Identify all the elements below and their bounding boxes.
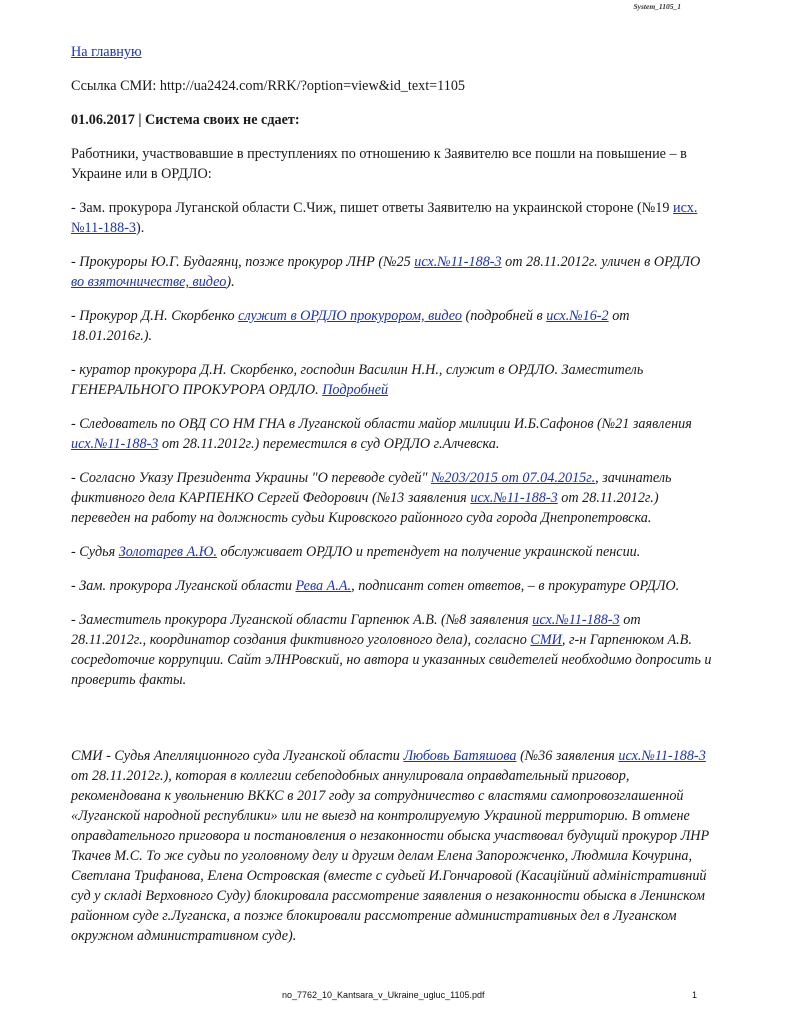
text-segment: (№36 заявления	[516, 748, 619, 764]
text-segment: - Следователь по ОВД СО НМ ГНА в Луганской области майор милиции И.Б.Сафонов (№21 заявления	[71, 416, 692, 432]
video-link[interactable]: служит в ОРДЛО прокурором, видео	[238, 308, 462, 324]
document-link[interactable]: исх.№11-188-3	[71, 436, 159, 452]
text-segment: - Согласно Указу Президента Украины "О переводе судей"	[71, 470, 431, 486]
text-segment: (подробней в	[461, 308, 547, 324]
page-number: 1	[692, 990, 698, 1000]
source-url: http://ua2424.com/RRK/?option=view&id_text=1105	[159, 78, 466, 94]
list-item	[71, 468, 713, 528]
text-segment: - Зам. прокурора Луганской области	[71, 578, 296, 594]
list-item	[71, 306, 713, 346]
text-segment: ).	[136, 220, 145, 236]
source-label: Ссылка СМИ:	[71, 78, 160, 94]
text-segment: - Судья	[71, 544, 119, 560]
details-link[interactable]: Подробней	[322, 382, 389, 398]
media-link[interactable]: СМИ	[530, 632, 562, 648]
document-link[interactable]: исх.№11-188-3	[618, 748, 706, 764]
document-content	[71, 42, 713, 960]
text-segment: СМИ - Судья Апелляционного суда Луганской области	[71, 748, 404, 764]
text-segment: ).	[226, 274, 235, 290]
article-title: 01.06.2017 | Система своих не сдает:	[71, 112, 300, 128]
document-link[interactable]: исх.№11-188-3	[470, 490, 558, 506]
prosecutor-link[interactable]: Рева А.А.	[295, 578, 352, 594]
list-item	[71, 542, 713, 562]
text-segment: - Зам. прокурора Луганской области С.Чиж, пишет ответы Заявителю на украинской стороне (№19	[71, 200, 674, 216]
list-item	[71, 360, 713, 400]
document-link[interactable]: исх.№11-188-3	[414, 254, 502, 270]
text-segment: от 28.11.2012г.), которая в коллегии себеподобных аннулировала оправдательный приговор, рекомендована к увольнению ВККС в 2017 году за сотрудничество с властями самопровозглашенной «Луганской народной республики» или не выезд на контролируемую Украиной территорию. В отмене оправдательного приговора и постановления о незаконности обыска участвовал будущий прокурор ЛНР Ткачев М.С. То же судьи по уголовному делу и другим делам Елена Запорожченко, Людмила Кочурина, Светлана Трифанова, Елена Островская (вместе с судьей И.Гончаровой (Касаційний адміністративний суд у складі Верховного Суду) блокировала рассмотрение заявления о незаконности обыска в Ленинском районном суде г.Луганска, а позже блокировали рассмотрение административных дел в Луганском окружном административном суде).	[71, 768, 710, 944]
text-segment: , г-н Гарпенюком А.В. сосредоточие коррупции. Сайт эЛНРовский, но автора и указанных свидетелей необходимо допросить и проверить факты.	[71, 632, 712, 688]
document-link[interactable]: исх.№11-188-3	[71, 200, 698, 236]
text-segment: , зачинатель фиктивного дела КАРПЕНКО Сергей Федорович (№13 заявления	[71, 470, 672, 506]
text-segment: от 28.11.2012г.) переместился в суд ОРДЛО г.Алчевска.	[158, 436, 500, 452]
text-segment: от 28.11.2012г. уличен в ОРДЛО	[501, 254, 701, 270]
video-link[interactable]: во взяточничестве, видео	[71, 274, 227, 290]
text-segment: - куратор прокурора Д.Н. Скорбенко, господин Василин Н.Н., служит в ОРДЛО. Заместитель ГЕНЕРАЛЬНОГО ПРОКУРОРА ОРДЛО.	[71, 362, 644, 398]
document-link[interactable]: исх.№11-188-3	[532, 612, 620, 628]
list-item	[71, 610, 713, 690]
spacer	[71, 704, 713, 746]
list-item	[71, 198, 713, 238]
list-item	[71, 414, 713, 454]
list-item	[71, 576, 713, 596]
footer-filename: no_7762_10_Kantsara_v_Ukraine_ugluc_1105.pdf	[282, 990, 485, 1000]
judge-link[interactable]: Любовь Батяшова	[403, 748, 517, 764]
text-segment: - Прокуроры Ю.Г. Будагянц, позже прокурор ЛНР (№25	[71, 254, 415, 270]
home-link[interactable]: На главную	[71, 44, 142, 60]
text-segment: от 18.01.2016г.).	[71, 308, 630, 344]
text-segment: - Прокурор Д.Н. Скорбенко	[71, 308, 239, 324]
header-code: System_1105_1	[633, 2, 681, 11]
list-item	[71, 746, 713, 946]
text-segment: от 28.11.2012г., координатор создания фиктивного уголовного дела), согласно	[71, 612, 641, 648]
text-segment: , подписант сотен ответов, – в прокуратуре ОРДЛО.	[351, 578, 680, 594]
source-line	[71, 76, 713, 96]
intro-paragraph: Работники, участвовавшие в преступлениях по отношению к Заявителю все пошли на повышение – в Украине или в ОРДЛО:	[71, 146, 687, 182]
decree-link[interactable]: №203/2015 от 07.04.2015г.	[431, 470, 596, 486]
text-segment: от 28.11.2012г.) переведен на работу на должность судьи Кировского районного суда города Днепропетровска.	[71, 490, 659, 526]
judge-link[interactable]: Золотарев А.Ю.	[118, 544, 217, 560]
text-segment: обслуживает ОРДЛО и претендует на получение украинской пенсии.	[217, 544, 641, 560]
text-segment: - Заместитель прокурора Луганской области Гарпенюк А.В. (№8 заявления	[71, 612, 533, 628]
list-item	[71, 252, 713, 292]
document-link[interactable]: исх.№16-2	[546, 308, 609, 324]
